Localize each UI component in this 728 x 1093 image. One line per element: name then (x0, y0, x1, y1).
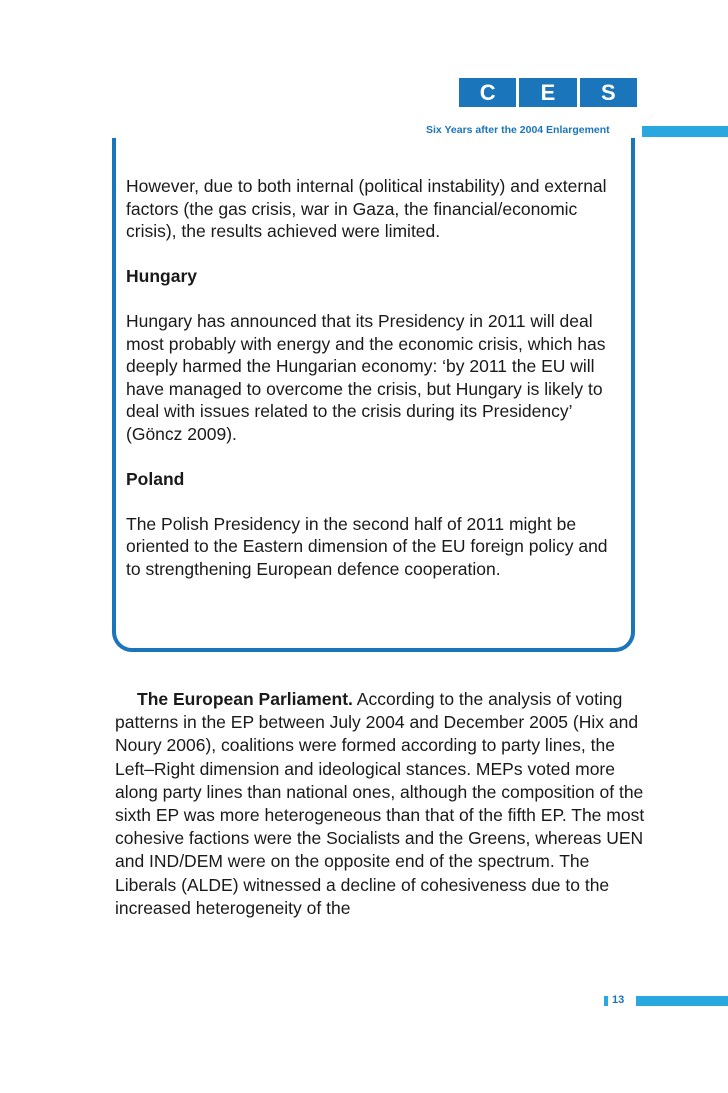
body-paragraph (115, 688, 645, 920)
logo-letter-s: S (580, 78, 637, 107)
page-number: 13 (612, 994, 625, 1006)
header-subtitle: Six Years after the 2004 Enlargement (426, 124, 610, 136)
main-body (115, 688, 645, 920)
paragraph-lead: The European Parliament. (137, 689, 353, 709)
info-box (126, 175, 616, 603)
ces-logo (459, 78, 637, 107)
paragraph-text: According to the analysis of voting patterns in the EP between July 2004 and December 2005 (Hix and Noury 2006), coalitions were formed according to party lines, the Left–Right dimension and ideological stances. MEPs voted more along party lines than national ones, although the composition of the sixth EP was more heterogeneous than that of the fifth EP. The most cohesive factions were the Socialists and the Greens, whereas UEN and IND/DEM were on the opposite end of the spectrum. The Liberals (ALDE) witnessed a decline of cohesiveness due to the increased heterogeneity of the (115, 689, 645, 918)
heading-poland: Poland (126, 468, 185, 489)
box-paragraph-hungary: Hungary has announced that its Presidency in 2011 will deal most probably with energy and the economic crisis, which has deeply harmed the Hungarian economy: ‘by 2011 the EU will have managed to overcome the crisis, but Hungary is likely to deal with issues related to the crisis during its Presidency’ (Göncz 2009). (126, 311, 606, 444)
logo-letter-c: C (459, 78, 516, 107)
heading-hungary: Hungary (126, 266, 197, 286)
logo-letter-e: E (519, 78, 576, 107)
box-paragraph-intro: However, due to both internal (political instability) and external factors (the gas crisis, war in Gaza, the financial/economic crisis), the results achieved were limited. (126, 176, 607, 241)
box-paragraph-poland: The Polish Presidency in the second half of 2011 might be oriented to the Eastern dimension of the EU foreign policy and to strengthening European defence cooperation. (126, 513, 608, 579)
